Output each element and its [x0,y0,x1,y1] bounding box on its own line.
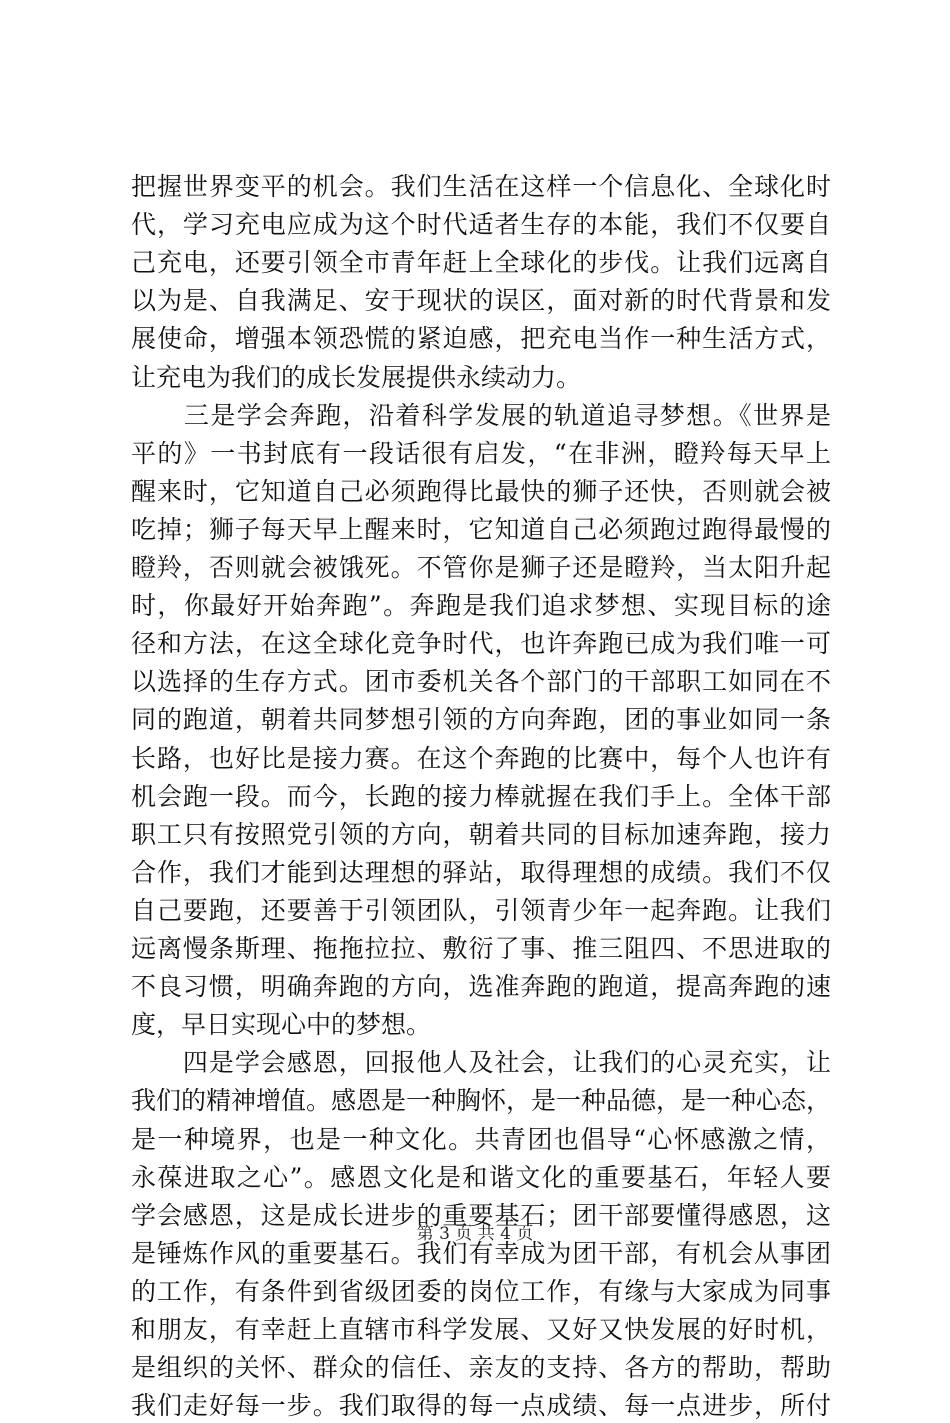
text-line: 和朋友，有幸赶上直辖市科学发展、又好又快发展的好时机， [131,1315,831,1344]
page-footer: 第 3 页 共 4 页 [416,1224,534,1244]
text-line: 径和方法，在这全球化竞争时代，也许奔跑已成为我们唯一可 [131,629,831,659]
text-line: 合作，我们才能到达理想的驿站，取得理想的成绩。我们不仅 [131,857,831,887]
text-line: 平的》一书封底有一段话很有启发，“在非洲，瞪羚每天早上 [131,438,831,468]
text-line: 四是学会感恩，回报他人及社会，让我们的心灵充实，让 [131,1048,831,1078]
text-line: 自己要跑，还要善于引领团队，引领青少年一起奔跑。让我们 [131,895,831,925]
text-line: 吃掉；狮子每天早上醒来时，它知道自己必须跑过跑得最慢的 [131,514,831,544]
text-line: 不良习惯，明确奔跑的方向，选准奔跑的跑道，提高奔跑的速 [131,972,831,1002]
text-line: 展使命，增强本领恐慌的紧迫感，把充电当作一种生活方式， [131,324,831,354]
text-line: 三是学会奔跑，沿着科学发展的轨道追寻梦想。《世界是 [131,400,831,430]
text-line: 永葆进取之心”。感恩文化是和谐文化的重要基石，年轻人要 [131,1162,831,1192]
text-line: 同的跑道，朝着共同梦想引领的方向奔跑，团的事业如同一条 [131,705,831,735]
text-line: 己充电，还要引领全市青年赶上全球化的步伐。让我们远离自 [131,248,831,278]
text-line: 把握世界变平的机会。我们生活在这样一个信息化、全球化时 [131,172,831,201]
text-line: 的工作，有条件到省级团委的岗位工作，有缘与大家成为同事 [131,1276,831,1306]
text-line: 醒来时，它知道自己必须跑得比最快的狮子还快，否则就会被 [131,476,831,506]
text-line: 职工只有按照党引领的方向，朝着共同的目标加速奔跑，接力 [131,819,831,849]
text-line: 学会感恩，这是成长进步的重要基石；团干部要懂得感恩，这 [131,1200,831,1230]
text-line: 是组织的关怀、群众的信任、亲友的支持、各方的帮助，帮助 [131,1353,831,1383]
text-line: 长路，也好比是接力赛。在这个奔跑的比赛中，每个人也许有 [131,743,831,773]
text-line: 远离慢条斯理、拖拖拉拉、敷衍了事、推三阻四、不思进取的 [131,934,831,963]
text-line: 我们走好每一步。我们取得的每一点成绩、每一点进步，所付 [131,1391,831,1421]
text-line: 让充电为我们的成长发展提供永续动力。 [131,362,582,392]
text-line: 代，学习充电应成为这个时代适者生存的本能，我们不仅要自 [131,210,831,240]
text-line: 机会跑一段。而今，长跑的接力棒就握在我们手上。全体干部 [131,781,831,811]
text-line: 是锤炼作风的重要基石。我们有幸成为团干部，有机会从事团 [131,1238,831,1268]
text-line: 时，你最好开始奔跑”。奔跑是我们追求梦想、实现目标的途 [131,591,831,621]
text-line: 我们的精神增值。感恩是一种胸怀，是一种品德，是一种心态， [131,1086,831,1116]
text-line: 以选择的生存方式。团市委机关各个部门的干部职工如同在不 [131,667,831,697]
text-line: 是一种境界，也是一种文化。共青团也倡导“心怀感激之情， [131,1124,831,1154]
text-line: 瞪羚，否则就会被饿死。不管你是狮子还是瞪羚，当太阳升起 [131,553,831,582]
text-line: 以为是、自我满足、安于现状的误区，面对新的时代背景和发 [131,286,831,316]
text-line: 度，早日实现心中的梦想。 [131,1010,432,1040]
